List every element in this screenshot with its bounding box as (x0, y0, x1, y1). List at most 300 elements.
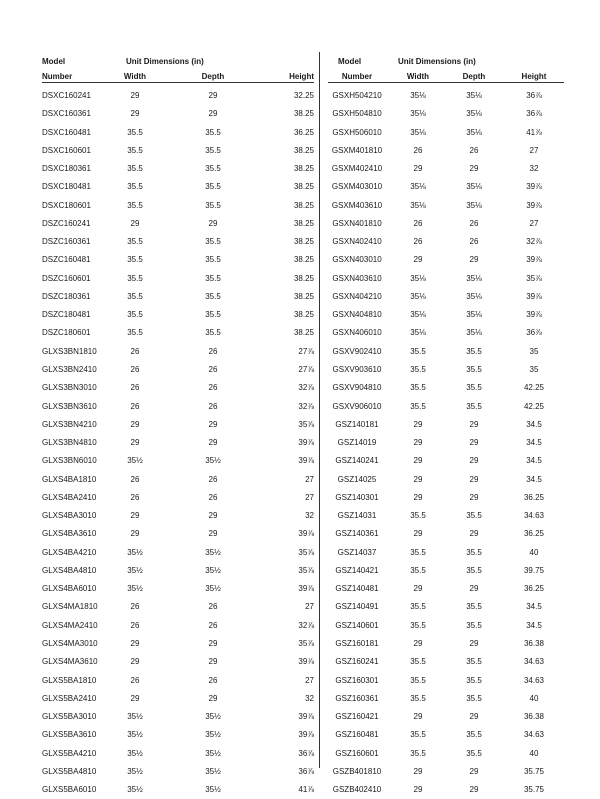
width-cell: 35½ (127, 456, 143, 466)
height-cell: 38.25 (293, 200, 314, 210)
depth-cell: 35⅛ (466, 182, 482, 192)
width-cell: 29 (413, 474, 423, 484)
model-number-cell: GSZ160301 (335, 675, 379, 685)
model-number-cell: GSXN403610 (332, 273, 382, 283)
table-row (42, 178, 314, 196)
width-cell: 29 (413, 438, 423, 448)
width-cell: 35.5 (127, 127, 143, 137)
depth-cell: 26 (469, 218, 479, 228)
depth-header: Depth (462, 72, 486, 81)
table-row (42, 690, 314, 708)
width-cell: 35.5 (410, 511, 426, 521)
table-row (328, 544, 564, 562)
model-number-cell: GSZ140481 (335, 584, 379, 594)
table-row (42, 87, 314, 105)
depth-cell: 35½ (205, 748, 221, 758)
depth-cell: 29 (208, 511, 218, 521)
depth-cell: 29 (469, 456, 479, 466)
width-cell: 26 (130, 492, 140, 502)
width-cell: 29 (130, 419, 140, 429)
width-cell: 35⅛ (410, 328, 426, 338)
height-cell: 39⅞ (298, 657, 314, 667)
width-cell: 26 (130, 346, 140, 356)
model-number-cell: GLXS3BN6010 (42, 456, 97, 466)
height-cell: 38.25 (293, 109, 314, 119)
table-row (42, 653, 314, 671)
table-row (328, 434, 564, 452)
depth-cell: 29 (208, 638, 218, 648)
height-cell: 39⅞ (526, 255, 542, 265)
height-cell: 39⅞ (526, 200, 542, 210)
model-number-cell: GSXH504210 (332, 91, 382, 100)
height-cell: 34.5 (526, 620, 542, 630)
model-number-cell: GLXS3BN4210 (42, 419, 97, 429)
height-cell: 38.25 (293, 145, 314, 155)
depth-cell: 35⅛ (466, 200, 482, 210)
depth-cell: 29 (469, 438, 479, 448)
depth-cell: 29 (208, 91, 218, 100)
table-row (328, 690, 564, 708)
depth-cell: 35.5 (466, 657, 482, 667)
height-cell: 35.75 (523, 766, 545, 776)
depth-cell: 35.5 (466, 383, 482, 393)
model-number-cell: GSZ160361 (335, 693, 379, 703)
height-cell: 27 (305, 474, 314, 484)
width-cell: 35⅛ (410, 182, 426, 192)
height-cell: 36⅞ (526, 109, 542, 119)
depth-cell: 35⅛ (466, 291, 482, 301)
width-cell: 26 (130, 474, 140, 484)
table-row (42, 434, 314, 452)
depth-cell: 35.5 (205, 145, 221, 155)
number-header: Number (42, 72, 73, 81)
table-row (328, 635, 564, 653)
width-cell: 35½ (127, 565, 143, 575)
model-number-cell: DSZC180481 (42, 310, 91, 320)
table-row (42, 251, 314, 269)
table-row (42, 416, 314, 434)
height-cell: 35 (529, 346, 539, 356)
depth-cell: 35.5 (466, 547, 482, 557)
depth-header: Depth (201, 72, 225, 81)
width-cell: 35½ (127, 766, 143, 776)
width-cell: 29 (413, 766, 423, 776)
width-cell: 29 (413, 785, 423, 795)
model-number-cell: DSZC160361 (42, 237, 91, 247)
table-row (328, 215, 564, 233)
table-row (42, 726, 314, 744)
model-number-cell: GLXS4MA1810 (42, 602, 98, 612)
height-cell: 27 (529, 218, 539, 228)
height-cell: 27 (529, 145, 539, 155)
table-row (42, 233, 314, 251)
model-number-cell: GSXV903610 (332, 364, 382, 374)
depth-cell: 26 (208, 492, 218, 502)
depth-cell: 35.5 (205, 182, 221, 192)
width-cell: 29 (130, 638, 140, 648)
height-cell: 38.25 (293, 328, 314, 338)
width-cell: 26 (130, 401, 140, 411)
table-body (42, 87, 314, 799)
column-divider (319, 52, 320, 768)
height-cell: 32 (529, 164, 539, 174)
depth-cell: 35⅛ (466, 328, 482, 338)
table-row (42, 343, 314, 361)
width-cell: 35.5 (410, 675, 426, 685)
width-cell: 26 (130, 620, 140, 630)
width-cell: 35⅛ (410, 310, 426, 320)
table-row (328, 306, 564, 324)
model-number-cell: GSXN404210 (332, 291, 382, 301)
height-cell: 27 (305, 492, 314, 502)
model-number-cell: DSZC160481 (42, 255, 91, 265)
model-number-cell: GLXS3BN3010 (42, 383, 97, 393)
model-number-cell: DSXC160241 (42, 91, 91, 100)
width-cell: 29 (413, 638, 423, 648)
table-row (42, 324, 314, 342)
depth-cell: 35.5 (466, 364, 482, 374)
model-number-cell: GLXS5BA3610 (42, 730, 97, 740)
table-row (42, 635, 314, 653)
table-row (328, 178, 564, 196)
depth-cell: 35.5 (466, 511, 482, 521)
model-number-cell: GSZ140601 (335, 620, 379, 630)
width-cell: 35½ (127, 547, 143, 557)
depth-cell: 35½ (205, 712, 221, 722)
table-header (328, 48, 564, 82)
height-cell: 42.25 (523, 383, 545, 393)
model-number-cell: GLXS5BA3010 (42, 712, 97, 722)
table-row (328, 251, 564, 269)
width-cell: 35.5 (127, 273, 143, 283)
height-cell: 32⅞ (298, 620, 314, 630)
table-row (42, 379, 314, 397)
depth-cell: 35.5 (205, 273, 221, 283)
depth-cell: 35.5 (205, 237, 221, 247)
width-cell: 35½ (127, 748, 143, 758)
model-number-cell: GLXS4BA4210 (42, 547, 97, 557)
width-cell: 29 (130, 218, 140, 228)
height-cell: 39⅞ (298, 712, 314, 722)
depth-cell: 35½ (205, 547, 221, 557)
width-header: Width (406, 72, 430, 81)
model-number-cell: GLXS4BA4810 (42, 565, 97, 575)
model-number-cell: GSXM403610 (331, 200, 383, 210)
width-cell: 35⅛ (410, 91, 426, 100)
table-row (328, 288, 564, 306)
width-cell: 29 (130, 438, 140, 448)
model-number-cell: GSZ14025 (337, 474, 377, 484)
model-number-cell: GSZ140241 (335, 456, 379, 466)
depth-cell: 29 (208, 529, 218, 539)
model-number-cell: GLXS5BA4210 (42, 748, 97, 758)
table-row (328, 507, 564, 525)
table-row (328, 653, 564, 671)
depth-cell: 29 (469, 785, 479, 795)
height-cell: 35⅞ (298, 419, 314, 429)
unit-dimensions-header: Unit Dimensions (in) (398, 57, 476, 66)
depth-cell: 35.5 (205, 127, 221, 137)
width-cell: 35.5 (410, 364, 426, 374)
depth-cell: 29 (208, 218, 218, 228)
model-number-cell: GSXN403010 (332, 255, 382, 265)
model-number-cell: GLXS4BA1810 (42, 474, 97, 484)
width-cell: 35⅛ (410, 291, 426, 301)
height-cell: 39⅞ (298, 456, 314, 466)
width-cell: 29 (130, 91, 140, 100)
table-row (42, 124, 314, 142)
depth-cell: 35½ (205, 766, 221, 776)
height-cell: 39⅞ (298, 438, 314, 448)
width-cell: 35.5 (127, 237, 143, 247)
table-row (328, 745, 564, 763)
table-row (42, 215, 314, 233)
height-cell: 35⅞ (298, 638, 314, 648)
height-cell: 32 (305, 511, 314, 521)
model-number-cell: DSZC160241 (42, 218, 91, 228)
table-row (42, 598, 314, 616)
height-cell: 32⅞ (298, 401, 314, 411)
height-cell: 36⅞ (298, 766, 314, 776)
height-cell: 34.63 (523, 675, 545, 685)
table-row (328, 105, 564, 123)
model-number-cell: DSXC160601 (42, 145, 91, 155)
model-number-cell: GLXS4MA3010 (42, 638, 98, 648)
width-cell: 29 (413, 529, 423, 539)
depth-cell: 26 (469, 145, 479, 155)
table-row (42, 160, 314, 178)
depth-cell: 29 (469, 255, 479, 265)
width-cell: 26 (130, 383, 140, 393)
depth-cell: 29 (469, 164, 479, 174)
height-cell: 39⅞ (298, 730, 314, 740)
depth-cell: 35.5 (466, 748, 482, 758)
height-cell: 35 (529, 364, 539, 374)
depth-cell: 35.5 (205, 328, 221, 338)
height-cell: 35⅞ (298, 565, 314, 575)
model-number-cell: GSZ160181 (335, 638, 379, 648)
model-number-cell: GSXN401810 (332, 218, 382, 228)
width-cell: 35.5 (127, 200, 143, 210)
table-row (42, 361, 314, 379)
depth-cell: 29 (469, 766, 479, 776)
height-cell: 27 (305, 602, 314, 612)
model-number-cell: GLXS3BN4810 (42, 438, 97, 448)
depth-cell: 35½ (205, 565, 221, 575)
height-cell: 35.75 (523, 785, 545, 795)
depth-cell: 29 (469, 419, 479, 429)
width-cell: 29 (413, 419, 423, 429)
model-number-cell: GLXS4BA2410 (42, 492, 97, 502)
model-number-cell: GSXM402410 (331, 164, 383, 174)
table-row (328, 781, 564, 799)
depth-cell: 35.5 (205, 255, 221, 265)
height-cell: 36.25 (523, 584, 545, 594)
width-cell: 35.5 (410, 748, 426, 758)
model-number-cell: GLXS5BA6010 (42, 785, 97, 795)
table-row (42, 763, 314, 781)
width-cell: 35.5 (410, 346, 426, 356)
table-row (328, 471, 564, 489)
model-number-cell: GSZ160421 (335, 712, 379, 722)
height-cell: 34.5 (526, 456, 542, 466)
table-row (42, 398, 314, 416)
height-cell: 39⅞ (526, 310, 542, 320)
depth-cell: 35⅛ (466, 109, 482, 119)
model-number-cell: GLXS5BA4810 (42, 766, 97, 776)
depth-cell: 26 (208, 364, 218, 374)
table-row (328, 124, 564, 142)
depth-cell: 29 (208, 438, 218, 448)
model-number-cell: GSZ14019 (337, 438, 377, 448)
height-cell: 38.25 (293, 218, 314, 228)
model-number-cell: DSXC160481 (42, 127, 91, 137)
table-row (42, 142, 314, 160)
table-row (328, 525, 564, 543)
width-cell: 26 (130, 675, 140, 685)
width-cell: 29 (130, 657, 140, 667)
depth-cell: 35½ (205, 456, 221, 466)
model-header: Model (338, 57, 362, 66)
width-cell: 35.5 (410, 657, 426, 667)
height-cell: 38.25 (293, 237, 314, 247)
height-cell: 34.5 (526, 438, 542, 448)
width-cell: 26 (413, 237, 423, 247)
model-number-cell: GSXV904810 (332, 383, 382, 393)
table-row (42, 105, 314, 123)
height-cell: 42.25 (523, 401, 545, 411)
model-number-cell: DSXC160361 (42, 109, 91, 119)
table-row (328, 672, 564, 690)
table-row (42, 708, 314, 726)
width-cell: 35.5 (410, 565, 426, 575)
table-row (328, 617, 564, 635)
model-number-cell: GSXV906010 (332, 401, 382, 411)
height-cell: 34.5 (526, 474, 542, 484)
table-row (42, 580, 314, 598)
table-row (42, 489, 314, 507)
table-row (328, 416, 564, 434)
width-cell: 35.5 (410, 602, 426, 612)
width-cell: 35.5 (410, 547, 426, 557)
width-cell: 29 (130, 693, 140, 703)
width-cell: 35⅛ (410, 127, 426, 137)
width-cell: 35.5 (410, 620, 426, 630)
table-row (328, 763, 564, 781)
model-number-cell: GSZ160241 (335, 657, 379, 667)
model-number-cell: GSZ140301 (335, 492, 379, 502)
height-cell: 35⅞ (526, 273, 542, 283)
width-cell: 35.5 (127, 328, 143, 338)
depth-cell: 26 (208, 675, 218, 685)
width-cell: 29 (413, 492, 423, 502)
height-cell: 36.25 (293, 127, 314, 137)
table-row (42, 197, 314, 215)
depth-cell: 29 (208, 419, 218, 429)
table-row (328, 598, 564, 616)
width-cell: 35½ (127, 785, 143, 795)
width-cell: 35.5 (127, 291, 143, 301)
model-number-cell: DSZC180361 (42, 291, 91, 301)
model-number-cell: GSZB402410 (332, 785, 382, 795)
height-header: Height (289, 72, 314, 81)
model-number-cell: DSXC180481 (42, 182, 91, 192)
table-row (42, 471, 314, 489)
depth-cell: 29 (469, 584, 479, 594)
depth-cell: 35.5 (466, 602, 482, 612)
table-row (328, 562, 564, 580)
height-cell: 40 (529, 693, 539, 703)
model-number-cell: GLXS3BN3610 (42, 401, 97, 411)
table-row (328, 87, 564, 105)
depth-cell: 35.5 (466, 401, 482, 411)
table-row (42, 745, 314, 763)
depth-cell: 35.5 (466, 693, 482, 703)
table-row (42, 306, 314, 324)
table-row (42, 525, 314, 543)
width-cell: 35½ (127, 730, 143, 740)
height-cell: 39.75 (523, 565, 545, 575)
table-row (328, 379, 564, 397)
depth-cell: 35½ (205, 584, 221, 594)
width-cell: 35⅛ (410, 109, 426, 119)
table-row (328, 361, 564, 379)
height-cell: 34.5 (526, 602, 542, 612)
width-cell: 26 (130, 364, 140, 374)
depth-cell: 29 (208, 109, 218, 119)
model-number-cell: GLXS3BN2410 (42, 364, 97, 374)
height-cell: 40 (529, 547, 539, 557)
header-divider (42, 82, 314, 83)
model-number-cell: GSZ140421 (335, 565, 379, 575)
model-number-cell: DSZC180601 (42, 328, 91, 338)
depth-cell: 35⅛ (466, 91, 482, 100)
width-cell: 26 (413, 145, 423, 155)
height-cell: 39⅞ (298, 529, 314, 539)
table-row (328, 142, 564, 160)
width-cell: 35.5 (127, 182, 143, 192)
model-number-cell: GLXS5BA2410 (42, 693, 97, 703)
table-header (42, 48, 314, 82)
width-cell: 29 (130, 511, 140, 521)
model-number-cell: GSXM403010 (331, 182, 383, 192)
table-row (42, 270, 314, 288)
model-number-cell: GSXN402410 (332, 237, 382, 247)
model-number-cell: GSZ140181 (335, 419, 379, 429)
table-row (328, 233, 564, 251)
height-cell: 27 (305, 675, 314, 685)
model-number-cell: DSXC180601 (42, 200, 91, 210)
depth-cell: 29 (469, 529, 479, 539)
depth-cell: 29 (469, 492, 479, 502)
depth-cell: 26 (208, 474, 218, 484)
table-row (328, 343, 564, 361)
width-cell: 29 (413, 584, 423, 594)
depth-cell: 35½ (205, 785, 221, 795)
height-cell: 36.38 (523, 712, 545, 722)
depth-cell: 35⅛ (466, 273, 482, 283)
height-cell: 40 (529, 748, 539, 758)
width-cell: 35.5 (127, 164, 143, 174)
width-cell: 35.5 (410, 401, 426, 411)
table-row (328, 452, 564, 470)
height-cell: 27⅞ (298, 346, 314, 356)
width-cell: 29 (130, 529, 140, 539)
depth-cell: 26 (208, 602, 218, 612)
depth-cell: 35.5 (466, 565, 482, 575)
width-cell: 35½ (127, 584, 143, 594)
width-cell: 29 (130, 109, 140, 119)
